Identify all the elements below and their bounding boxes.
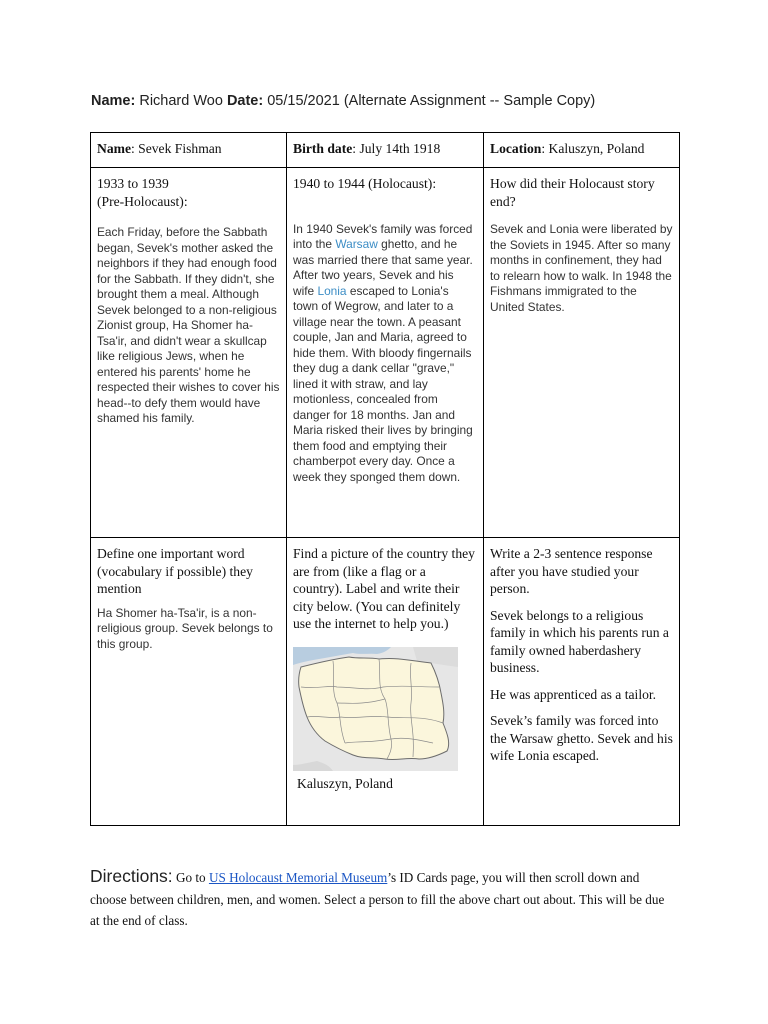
cell-holocaust [287, 168, 484, 538]
date-value: 05/15/2021 (Alternate Assignment -- Sample Copy) [263, 93, 596, 109]
holocaust-body-part: ghetto, and he was married there that same year. After two years, Sevek and his wife [293, 237, 473, 298]
vocabulary-body: Ha Shomer ha-Tsa'ir, is a non-religious group. Sevek belongs to this group. [97, 605, 273, 651]
cell-location-value: : Kaluszyn, Poland [541, 141, 645, 156]
story-end-title: How did their Holocaust story end? [490, 176, 655, 209]
response-paragraph-2: He was apprenticed as a tailor. [490, 686, 657, 702]
directions-text: Go to [172, 870, 209, 885]
table-row [91, 538, 680, 826]
map-caption: Kaluszyn, Poland [297, 775, 393, 791]
directions-block [90, 866, 670, 932]
cell-location [484, 133, 680, 168]
table-row [91, 168, 680, 538]
holocaust-title: 1940 to 1944 (Holocaust): [293, 176, 437, 191]
pre-holocaust-title-line2: (Pre-Holocaust): [97, 193, 188, 209]
cell-birth-label: Birth date [293, 141, 353, 156]
pre-holocaust-body: Each Friday, before the Sabbath began, Sevek's mother asked the neighbors if they had enough food for the Sabbath. If they didn't, she brought them a meal. Although Sevek belonged to a non-religious Zionist group, Ha Shomer ha-Tsa'ir, and didn't wear a skullcap like religious Jews, when he entered his parents' home he respected their wishes to cover his head--to defy them would have shamed his family. [97, 225, 280, 425]
header-line [91, 93, 595, 109]
vocabulary-title: Define one important word (vocabulary if possible) they mention [97, 546, 253, 596]
cell-vocabulary [91, 538, 287, 826]
response-paragraph-1: Sevek belongs to a religious family in which his parents run a family owned haberdashery business. [490, 607, 669, 675]
response-paragraph-3: Sevek’s family was forced into the Warsaw ghetto. Sevek and his wife Lonia escaped. [490, 713, 673, 763]
story-end-body: Sevek and Lonia were liberated by the Soviets in 1945. After so many months in confinement, they had to relearn how to walk. In 1948 the Fishmans immigrated to the United States. [490, 222, 673, 314]
poland-map [293, 647, 458, 771]
cell-name-label: Name [97, 141, 131, 156]
cell-response [484, 538, 680, 826]
cell-pre-holocaust [91, 168, 287, 538]
holocaust-body-part: In 1940 Sevek's family was forced into the [293, 221, 473, 251]
response-title: Write a 2-3 sentence response after you have studied your person. [490, 546, 653, 596]
cell-country-picture [287, 538, 484, 826]
name-label: Name: [91, 93, 136, 109]
table-row [91, 133, 680, 168]
holocaust-body-part: escaped to Lonia's town of Wegrow, and later to a village near the town. A peasant couple, Jan and Maria, agreed to hide them. With bloody fingernails they dug a dank cellar "grave," lined it with straw, and lay motionless, concealed from danger for 18 months. Jan and Maria risked their lives by bringing them food and emptying their chamberpot every day. Once a week they sponged them down. [293, 283, 473, 484]
pre-holocaust-title-line1: 1933 to 1939 [97, 176, 169, 191]
cell-location-label: Location [490, 141, 542, 156]
directions-text: ’s ID Cards page, you will then scroll down and choose between children, men, and women. Select a person to fill the above chart out about. This will be due at the end of class. [90, 870, 665, 928]
museum-link[interactable]: US Holocaust Memorial Museum [208, 870, 388, 885]
cell-name [91, 133, 287, 168]
country-picture-title: Find a picture of the country they are from (like a flag or a country). Label and write their city below. (You can definitely use the internet to help you.) [293, 546, 475, 631]
lonia-link[interactable]: Lonia [317, 283, 347, 298]
pre-holocaust-title [97, 175, 280, 210]
holocaust-body [293, 222, 477, 486]
directions-heading: Directions: [90, 866, 173, 886]
date-label: Date: [226, 93, 264, 109]
warsaw-link[interactable]: Warsaw [335, 237, 378, 251]
poland-map-image [293, 647, 458, 771]
cell-birth-value: : July 14th 1918 [352, 141, 441, 156]
cell-story-end [484, 168, 680, 538]
id-card-table [90, 132, 680, 826]
cell-birth-date [287, 133, 484, 168]
name-value: Richard Woo [135, 93, 227, 109]
cell-name-value: : Sevek Fishman [130, 141, 222, 156]
